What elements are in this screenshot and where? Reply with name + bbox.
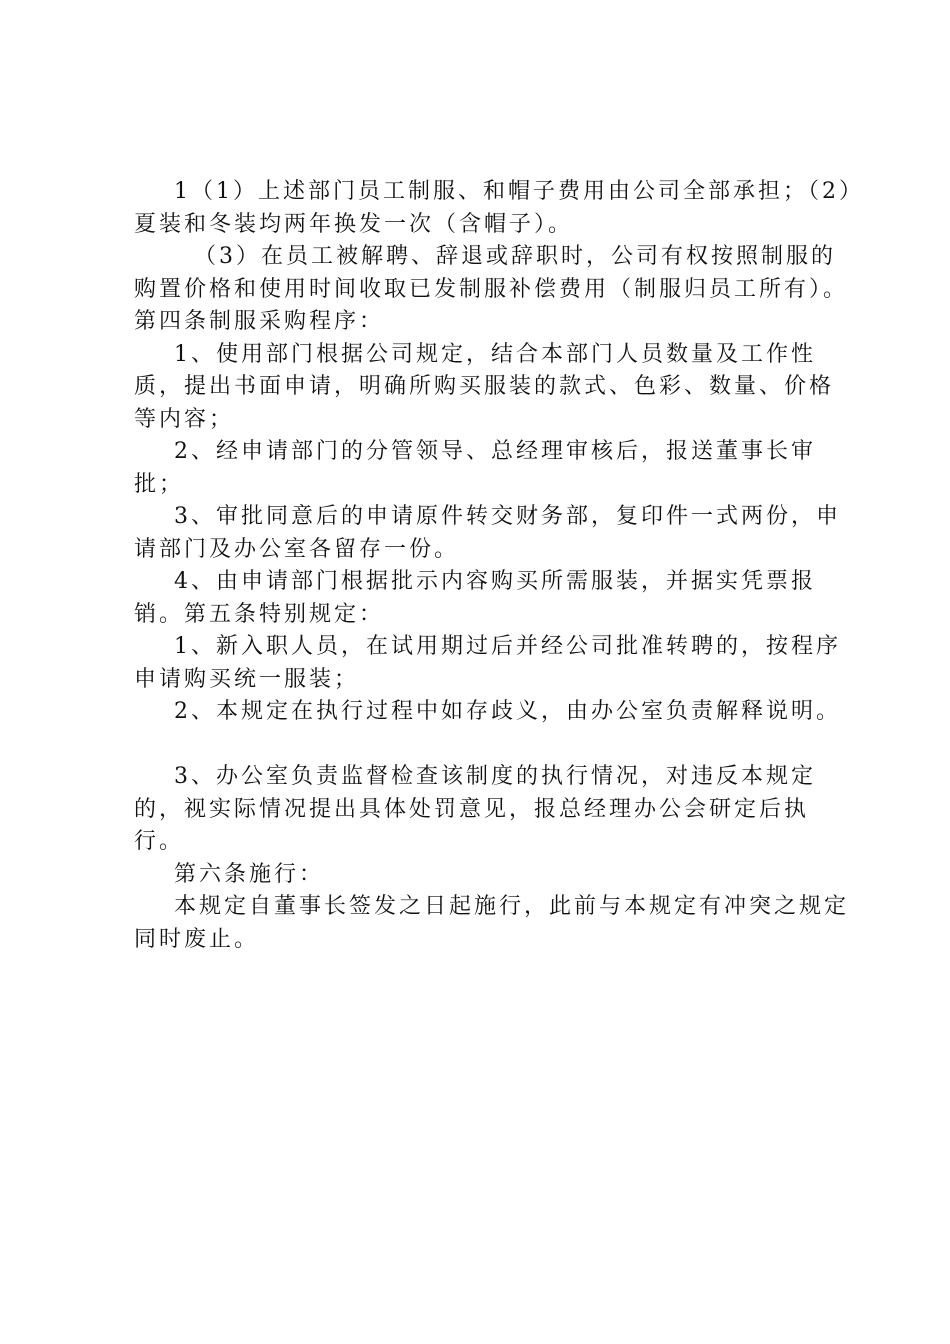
- paragraph-spacer: [134, 729, 854, 762]
- paragraph-special-rule-3: 3、办公室负责监督检查该制度的执行情况，对违反本规定的，视实际情况提出具体处罚意见，报总经理办公会研定后执行。: [134, 764, 816, 854]
- paragraph-procurement-step-1: 1、使用部门根据公司规定，结合本部门人员数量及工作性质，提出书面申请，明确所购买服装的款式、色彩、数量、价格等内容；: [134, 341, 835, 432]
- paragraph-procurement-step-3: 3、审批同意后的申请原件转交财务部，复印件一式两份，申请部门及办公室各留存一份。: [134, 504, 841, 562]
- paragraph-special-rule-1: 1、新入职人员，在试用期过后并经公司批准转聘的，按程序申请购买统一服装；: [134, 634, 841, 692]
- paragraph-uniform-cost: 1（1）上述部门员工制服、和帽子费用由公司全部承担；（2）夏装和冬装均两年换发一次（含帽子）。: [134, 179, 853, 237]
- paragraph-procurement-step-4: 4、由申请部门根据批示内容购买所需服装，并据实凭票报销。第五条特别规定：: [134, 569, 816, 627]
- paragraph-special-rule-2: 2、本规定在执行过程中如存歧义，由办公室负责解释说明。: [134, 699, 841, 724]
- section-heading-implementation: 第六条施行：: [134, 861, 324, 887]
- paragraph-effective-date: 本规定自董事长签发之日起施行，此前与本规定有冲突之规定同时废止。: [134, 894, 849, 952]
- paragraph-uniform-compensation: （3）在员工被解聘、辞退或辞职时，公司有权按照制服的购置价格和使用时间收取已发制服补偿费用（制服归员工所有）。第四条制服采购程序：: [134, 244, 849, 334]
- paragraph-procurement-step-2: 2、经申请部门的分管领导、总经理审核后，报送董事长审批；: [134, 439, 816, 497]
- document-body: [134, 176, 854, 956]
